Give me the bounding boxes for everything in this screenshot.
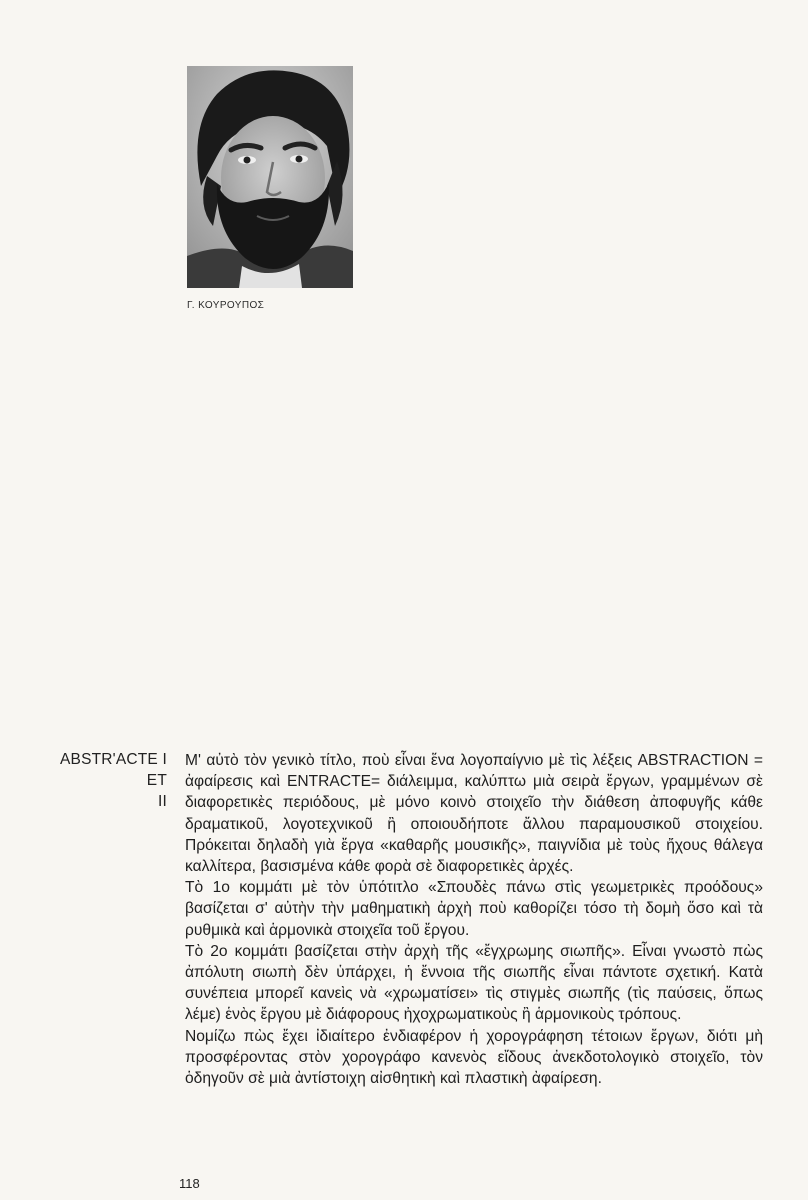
portrait-photo (187, 66, 353, 288)
work-title-line: ABSTR'ACTE I (60, 751, 167, 768)
portrait-photo-icon (187, 66, 353, 288)
paragraph: Τὸ 2ο κομμάτι βασίζεται στὴν ἀρχὴ τῆς «ἔγχρωμης σιωπῆς». Εἶναι γνωστὸ πὼς ἀπόλυτη σιωπὴ δὲν ὑπάρχει, ἡ ἔννοια τῆς σιωπῆς εἶναι πάντοτε σχετική. Κατὰ συνέπεια μπορεῖ κανεὶς νὰ «χρωματίσει» τὶς στιγμὲς σιωπῆς (τὶς παύσεις, ὅπως λέμε) ἑνὸς ἔργου μὲ διάφορους ἠχοχρωματικοὺς ἢ ἁρμονικοὺς τρόπους. (185, 942, 763, 1024)
article-body (185, 750, 763, 1089)
work-title-line: ET (146, 772, 167, 789)
page-number: 118 (179, 1176, 200, 1191)
paragraph: Μ' αὐτὸ τὸν γενικὸ τίτλο, ποὺ εἶναι ἕνα λογοπαίγνιο μὲ τὶς λέξεις ABSTRACTION = ἀφαίρεσις καὶ ENTRACTE= διάλειμμα, καλύπτω μιὰ σειρὰ ἔργων, γραμμένων σὲ διαφορετικὲς περιόδους, μὲ μόνο κοινὸ στοιχεῖο τὴν διάθεση ἀποφυγῆς κάθε δραματικοῦ, λογοτεχνικοῦ ἢ οποιουδήποτε ἄλλου παραμουσικοῦ στοιχείου. Πρόκειται δηλαδὴ γιὰ ἔργα «καθαρῆς μουσικῆς», παιγνίδια μὲ τοὺς ἤχους θάλεγα καλλίτερα, βασισμένα κάθε φορὰ σὲ διαφορετικὲς ἀρχές. (185, 752, 763, 876)
paragraph: Νομίζω πὼς ἔχει ἰδιαίτερο ἐνδιαφέρον ἡ χορογράφηση τέτοιων ἔργων, διότι μὴ προσφέροντας στὸν χορογράφο κανενὸς εἴδους ἀνεκδοτολογικὸ στοιχεῖο, τὸν ὁδηγοῦν σὲ μιὰ ἀντίστοιχη αἰσθητικὴ καὶ πλαστικὴ ἀφαίρεση. (185, 1027, 763, 1088)
paragraph: Τὸ 1ο κομμάτι μὲ τὸν ὑπότιτλο «Σπουδὲς πάνω στὶς γεωμετρικὲς προόδους» βασίζεται σ' αὐτὴν τὴν μαθηματικὴ ἀρχὴ ποὺ καθορίζει τόσο τὴ δομὴ ὅσο καὶ τὰ ρυθμικὰ καὶ ἁρμονικὰ στοιχεῖα τοῦ ἔργου. (185, 879, 763, 939)
work-title (60, 749, 167, 812)
work-title-line: II (157, 793, 167, 810)
photo-caption: Γ. ΚΟΥΡΟΥΠΟΣ (187, 300, 265, 311)
